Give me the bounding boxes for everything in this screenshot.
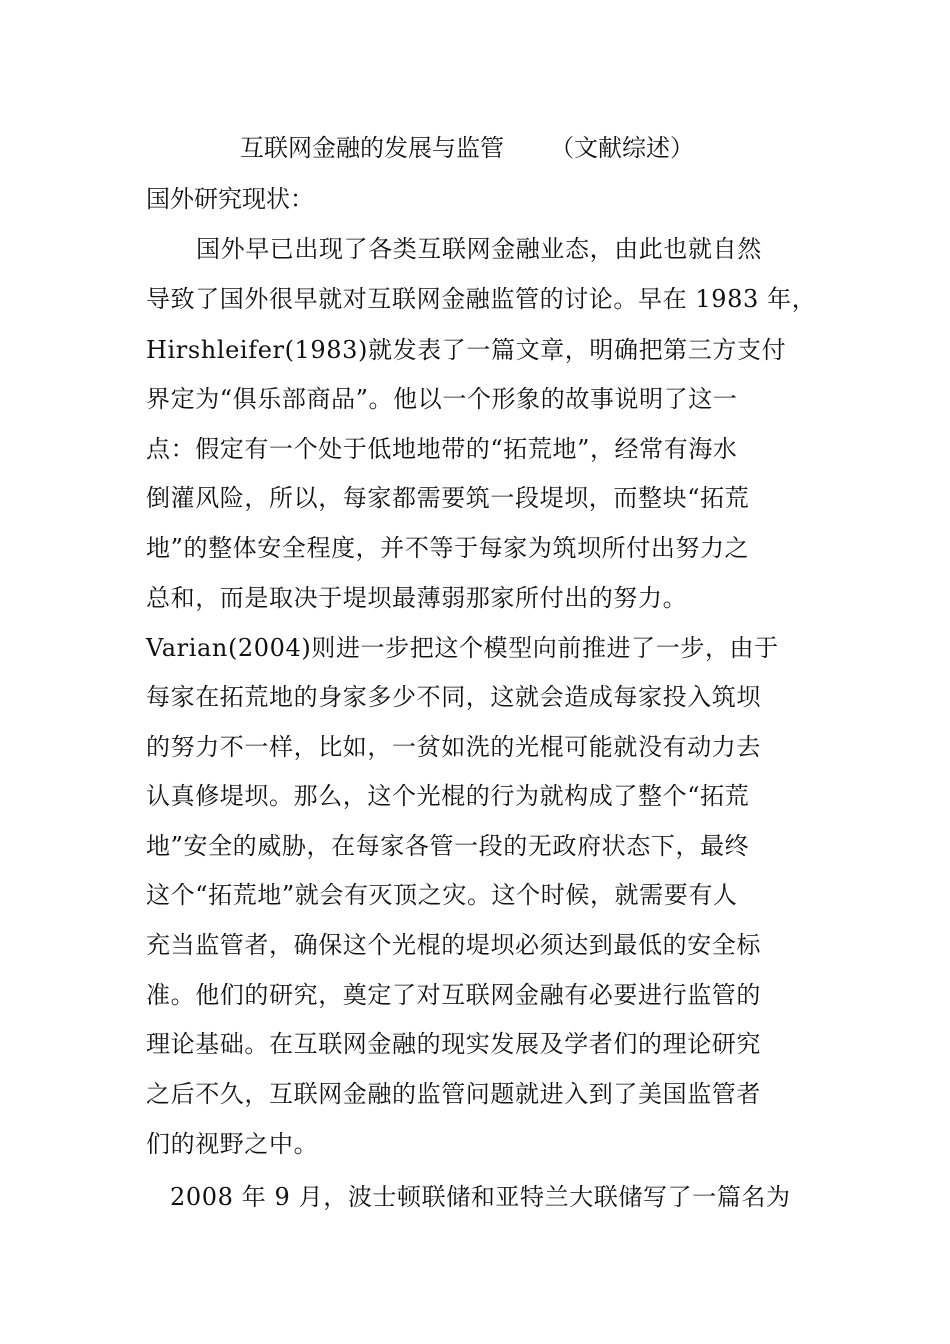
paragraph-line-4: 界定为“俱乐部商品”。他以一个形象的故事说明了这一	[146, 385, 738, 413]
section-heading: 国外研究现状：	[146, 185, 314, 213]
paragraph-line-19: 们的视野之中。	[146, 1130, 319, 1158]
paragraph-line-13: 地”安全的威胁，在每家各管一段的无政府状态下，最终	[146, 832, 750, 860]
title-main: 互联网金融的发展与监管	[240, 134, 504, 162]
paragraph-line-11: 的努力不一样，比如，一贫如洗的光棍可能就没有动力去	[146, 733, 761, 761]
paragraph-line-2: 导致了国外很早就对互联网金融监管的讨论。早在 1983 年，	[146, 285, 817, 313]
paragraph-line-6: 倒灌风险，所以，每家都需要筑一段堤坝，而整块“拓荒	[146, 484, 750, 512]
paragraph-line-12: 认真修堤坝。那么，这个光棍的行为就构成了整个“拓荒	[146, 782, 750, 810]
paragraph-line-18: 之后不久，互联网金融的监管问题就进入到了美国监管者	[146, 1080, 761, 1108]
paragraph-line-14: 这个“拓荒地”就会有灭顶之灾。这个时候，就需要有人	[146, 881, 738, 909]
paragraph-line-10: 每家在拓荒地的身家多少不同，这就会造成每家投入筑坝	[146, 683, 761, 711]
paragraph-line-3: Hirshleifer(1983)就发表了一篇文章，明确把第三方支付	[146, 336, 787, 364]
paragraph-line-5: 点：假定有一个处于低地地带的“拓荒地”，经常有海水	[146, 435, 738, 463]
paragraph-line-17: 理论基础。在互联网金融的现实发展及学者们的理论研究	[146, 1030, 761, 1058]
paragraph-line-7: 地”的整体安全程度，并不等于每家为筑坝所付出努力之	[146, 534, 750, 562]
document-title	[240, 130, 694, 166]
paragraph-line-8: 总和，而是取决于堤坝最薄弱那家所付出的努力。	[146, 584, 688, 612]
paragraph-line-15: 充当监管者，确保这个光棍的堤坝必须达到最低的安全标	[146, 931, 761, 959]
paragraph-line-20: 2008 年 9 月，波士顿联储和亚特兰大联储写了一篇名为	[170, 1183, 791, 1211]
paragraph-line-1: 国外早已出现了各类互联网金融业态，由此也就自然	[196, 235, 762, 263]
paragraph-line-16: 准。他们的研究，奠定了对互联网金融有必要进行监管的	[146, 981, 761, 1009]
title-note: （文献综述）	[550, 134, 694, 162]
paragraph-line-9: Varian(2004)则进一步把这个模型向前推进了一步，由于	[146, 634, 779, 662]
